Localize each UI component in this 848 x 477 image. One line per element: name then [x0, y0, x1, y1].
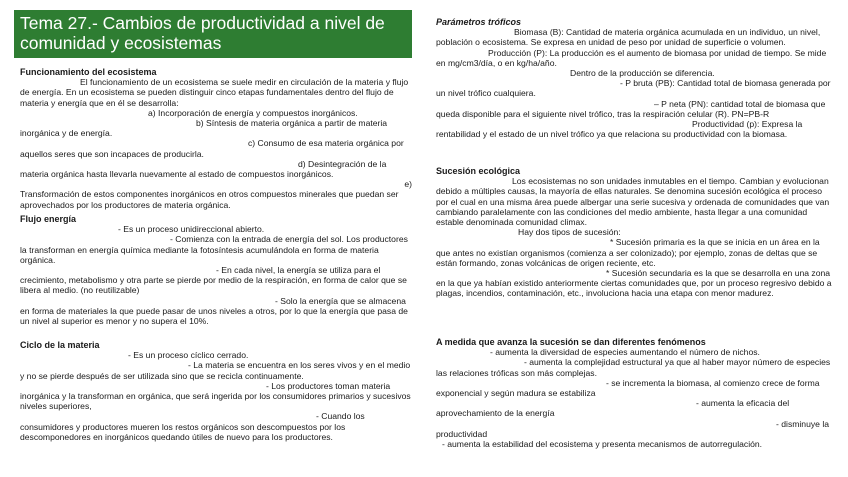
paragraph: Producción (P): La producción es el aumento de biomasa por unidad de tiempo. Se mide en mg/cm3/día, o en kg/ha/año.	[436, 47, 827, 68]
list-item: - Es un proceso unidireccional abierto.	[118, 224, 265, 235]
list-item: - aumenta la eficacia del aprovechamiento de la energía	[436, 398, 790, 419]
heading-flujo: Flujo energía	[20, 214, 77, 224]
list-item: - aumenta la diversidad de especies aumentando el número de nichos.	[490, 347, 760, 358]
list-item: - Los productores toman materia inorgánica y la transforman en orgánica, que será ingerida por los consumidores primarios y sucesivos niveles superiores,	[20, 380, 411, 412]
list-item: - aumenta la complejidad estructural ya que al haber mayor número de especies las relaciones tróficas son más complejas.	[436, 357, 831, 378]
paragraph: Biomasa (B): Cantidad de materia orgánica acumulada en un individuo, un nivel, población o ecosistema. Se expresa en unidad de peso por unidad de superficie o volumen.	[436, 27, 821, 48]
paragraph: * Sucesión secundaria es la que se desarrolla en una zona en la que ya habían existido anteriormente ciertas comunidades que, por un proceso regresivo debido a plagas, incendios, contaminación, etc., involuciona hacia una etapa con menor madurez.	[436, 268, 832, 299]
heading-parametros: Parámetros tróficos	[436, 17, 522, 27]
heading-ciclo: Ciclo de la materia	[20, 340, 100, 350]
list-item: - En cada nivel, la energía se utiliza para el crecimiento, metabolismo y otra parte se pierde por medio de la respiración, en forma de calor que se libera al medio. (no reutilizable)	[20, 265, 407, 296]
list-item: - se incrementa la biomasa, al comienzo crece de forma exponencial y según madura se estabiliza	[436, 377, 820, 399]
paragraph: Los ecosistemas no son unidades inmutables en el tiempo. Cambian y evolucionan debido a múltiples causas, la mayoría de ellas naturales. Se denomina sucesión ecológica el proceso por el cual en una misma área puede albergar una serie sucesiva y ordenada de comunidades que van cambiando paralelamente con las condiciones del medio ambiente, hasta llegar a una comunidad estable denominada comunidad climax.	[436, 176, 830, 228]
list-item: b) Síntesis de materia orgánica a partir de materia inorgánica y de energía.	[20, 118, 388, 139]
section-avanza	[436, 337, 834, 449]
list-item: Transformación de estos componentes inorgánicos en otros compuestos minerales que puedan ser aprovechados por los productores de materia orgánica.	[20, 189, 399, 210]
list-item: - Comienza con la entrada de energía del sol. Los productores la transforman en energía química mediante la fotosíntesis acumulándola en forma de materia orgánica.	[20, 234, 408, 265]
list-item: - aumenta la estabilidad del ecosistema y presenta mecanismos de autorregulación.	[442, 439, 763, 450]
list-item: - Es un proceso cíclico cerrado.	[128, 350, 249, 361]
paragraph: - P bruta (PB): Cantidad total de biomasa generada por un nivel trófico cualquiera.	[436, 78, 831, 99]
paragraph: Productividad (p): Expresa la rentabilidad y el estado de un nivel trófico ya que relaciona su productividad con la biomasa.	[436, 119, 803, 140]
list-item: - Cuando los consumidores y productores mueren los restos orgánicos son descompuestos por los descomponedores en inorgánicos quedando útiles de nuevo para los productores.	[20, 411, 365, 442]
list-item: d) Desintegración de la materia orgánica hasta llevarla nuevamente al estado de compuestos inorgánicos.	[20, 158, 387, 180]
list-item: a) Incorporación de energía y compuestos inorgánicos.	[148, 107, 358, 118]
heading-avanza: A medida que avanza la sucesión se dan diferentes fenómenos	[436, 337, 706, 347]
heading-sucesion: Sucesión ecológica	[436, 166, 521, 176]
list-item: - Solo la energía que se almacena en forma de materiales la que puede pasar de unos niveles a otros, por lo que la energía que pasa de un nivel al superior es menor y no supera el 10%.	[20, 295, 408, 327]
page-title: Tema 27.- Cambios de productividad a nivel de comunidad y ecosistemas	[14, 10, 412, 58]
section-flujo	[20, 214, 412, 326]
paragraph: Hay dos tipos de sucesión:	[518, 227, 621, 238]
paragraph: * Sucesión primaria es la que se inicia en un área en la que antes no existían organismos (comienza a ser colonizado); por ejemplo, zonas de deltas que se están formando, zonas volcánicas de origen reciente, etc.	[436, 237, 820, 268]
paragraph: – P neta (PN): cantidad total de biomasa que queda disponible para el siguiente nivel trófico, tras la respiración celular (R). PN=PB-R	[436, 98, 826, 119]
paragraph: Dentro de la producción se diferencia.	[570, 68, 715, 79]
paragraph: El funcionamiento de un ecosistema se suele medir en circulación de la materia y flujo de energía. En un ecosistema se pueden distinguir cinco etapas fundamentales dentro del flujo de materia y energía que en él se desarrolla:	[20, 77, 409, 108]
list-item: c) Consumo de esa materia orgánica por aquellos seres que son incapaces de producirla.	[20, 138, 404, 159]
section-funcionamiento	[20, 67, 412, 210]
heading-funcionamiento: Funcionamiento del ecosistema	[20, 67, 157, 77]
section-parametros	[436, 17, 834, 139]
section-sucesion	[436, 166, 834, 299]
list-item: - disminuye la productividad	[436, 418, 830, 439]
list-item: - La materia se encuentra en los seres vivos y en el medio y no se pierde después de ser utilizada sino que se recicla continuamente.	[20, 360, 411, 381]
list-item-label: e)	[404, 179, 412, 190]
section-ciclo	[20, 340, 412, 442]
